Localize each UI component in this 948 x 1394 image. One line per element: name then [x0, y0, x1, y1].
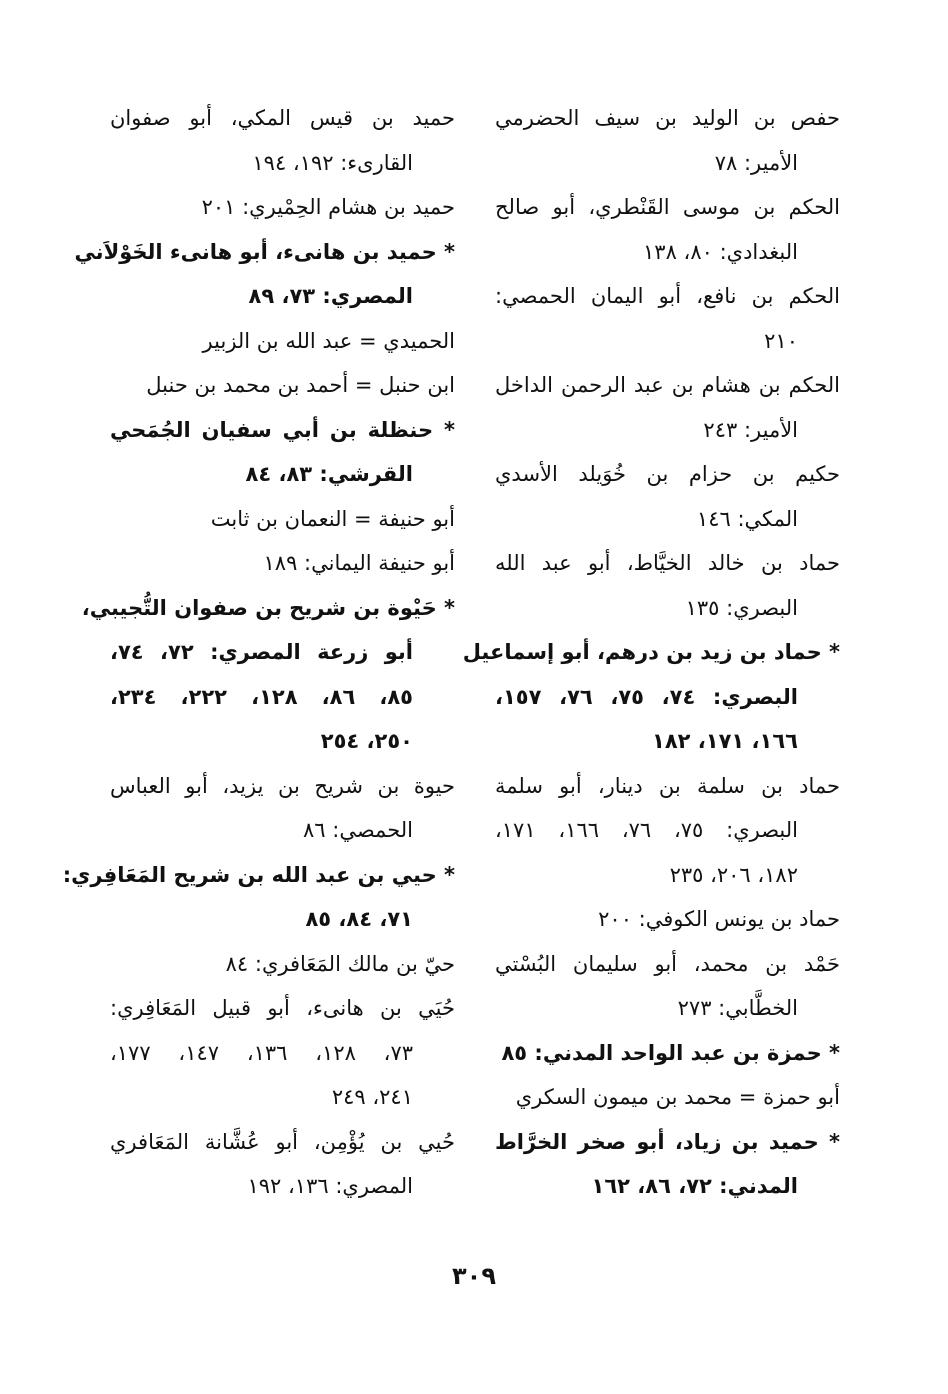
entry-name: * حمزة بن عبد الواحد المدني: ٨٥ — [501, 1040, 840, 1065]
index-entry — [495, 897, 840, 942]
entry-name: الحكم بن هشام بن عبد الرحمن الداخل — [495, 373, 840, 397]
index-entry — [110, 764, 455, 853]
entry-pages: الأمير: ٢٤٣ — [703, 417, 798, 442]
entry-name: الحكم بن موسى القَنْطري، أبو صالح — [495, 195, 840, 219]
left-column — [62, 96, 455, 1209]
entry-name: حيّ بن مالك المَعَافري: ٨٤ — [225, 951, 455, 976]
index-entry — [110, 497, 455, 542]
entry-name: حماد بن يونس الكوفي: ٢٠٠ — [598, 907, 840, 931]
entry-name: ابن حنبل = أحمد بن محمد بن حنبل — [146, 373, 455, 397]
entry-pages: البصري: ١٣٥ — [685, 595, 798, 620]
entry-pages: الخطَّابي: ٢٧٣ — [677, 996, 798, 1020]
entry-name: أبو حنيفة = النعمان بن ثابت — [210, 506, 455, 531]
index-entry — [110, 319, 455, 364]
entry-name: حيوة بن شريح بن يزيد، أبو العباس — [110, 773, 455, 798]
index-entry — [81, 586, 455, 764]
index-entry — [62, 853, 455, 942]
entry-pages: البصري: ٧٤، ٧٥، ٧٦، ١٥٧، — [495, 684, 798, 709]
index-entry — [495, 96, 840, 185]
entry-pages: أبو زرعة المصري: ٧٢، ٧٤، — [110, 640, 413, 664]
index-entry — [495, 1075, 840, 1120]
entry-pages: ٢٤١، ٢٤٩ — [331, 1085, 413, 1109]
entry-pages: ٧٣، ١٢٨، ١٣٦، ١٤٧، ١٧٧، — [110, 1040, 414, 1065]
entry-pages: ٢١٠ — [764, 328, 798, 353]
entry-pages: ٨٥، ٨٦، ١٢٨، ٢٢٢، ٢٣٤، — [110, 684, 413, 709]
page-number: ٣٠٩ — [452, 1262, 496, 1290]
entry-pages: ١٦٦، ١٧١، ١٨٢ — [652, 729, 798, 753]
entry-pages: ٧١، ٨٤، ٨٥ — [305, 907, 413, 931]
entry-pages: المصري: ١٣٦، ١٩٢ — [247, 1174, 413, 1198]
entry-pages: البصري: ٧٥، ٧٦، ١٦٦، ١٧١، — [495, 818, 799, 842]
index-entry — [495, 452, 840, 541]
index-entry — [110, 96, 455, 185]
entry-name: حفص بن الوليد بن سيف الحضرمي — [495, 106, 840, 130]
entry-name: * حماد بن زيد بن درهم، أبو إسماعيل — [462, 640, 840, 664]
entry-pages: الحمصي: ٨٦ — [303, 818, 413, 842]
entry-pages: المصري: ٧٣، ٨٩ — [248, 284, 413, 308]
entry-name: حُيَي بن هانىء، أبو قبيل المَعَافِري: — [110, 996, 455, 1020]
index-entry — [110, 541, 455, 586]
entry-name: الحميدي = عبد الله بن الزبير — [202, 328, 455, 353]
entry-name: * حميد بن زياد، أبو صخر الخرَّاط — [495, 1129, 840, 1154]
entry-pages: المدني: ٧٢، ٨٦، ١٦٢ — [591, 1174, 798, 1198]
entry-pages: المكي: ١٤٦ — [696, 506, 798, 531]
index-entry — [110, 986, 455, 1120]
entry-pages: القرشي: ٨٣، ٨٤ — [245, 462, 413, 486]
entry-name: أبو حنيفة اليماني: ١٨٩ — [263, 551, 455, 575]
index-entry — [74, 230, 455, 319]
index-entry — [495, 274, 840, 363]
index-entry — [462, 630, 840, 764]
entry-name: الحكم بن نافع، أبو اليمان الحمصي: — [495, 284, 840, 308]
index-entry — [110, 942, 455, 987]
index-entry — [495, 1120, 840, 1209]
entry-name: حماد بن سلمة بن دينار، أبو سلمة — [495, 773, 840, 798]
entry-name: حَمْد بن محمد، أبو سليمان البُسْتي — [495, 951, 840, 976]
entry-name: * حنظلة بن أبي سفيان الجُمَحي — [110, 417, 455, 442]
index-entry — [110, 363, 455, 408]
entry-pages: القارىء: ١٩٢، ١٩٤ — [252, 150, 413, 175]
entry-name: حُيي بن يُؤْمِن، أبو عُشَّانة المَعَافري — [110, 1129, 455, 1154]
entry-pages: البغدادي: ٨٠، ١٣٨ — [643, 239, 798, 264]
index-entry — [495, 764, 840, 898]
index-entry — [110, 408, 455, 497]
index-entry — [495, 1031, 840, 1076]
index-entry — [495, 942, 840, 1031]
entry-name: حميد بن قيس المكي، أبو صفوان — [110, 106, 455, 130]
index-entry — [495, 185, 840, 274]
index-entry — [110, 1120, 455, 1209]
entry-name: * حيي بن عبد الله بن شريح المَعَافِري: — [62, 862, 455, 887]
entry-pages: ٢٥٠، ٢٥٤ — [320, 729, 413, 753]
right-column — [462, 96, 840, 1209]
index-entry — [110, 185, 455, 230]
index-entry — [495, 541, 840, 630]
entry-name: حماد بن خالد الخيَّاط، أبو عبد الله — [495, 551, 840, 575]
entry-name: أبو حمزة = محمد بن ميمون السكري — [515, 1085, 840, 1109]
entry-name: * حميد بن هانىء، أبو هانىء الخَوْلاَني — [74, 239, 455, 264]
entry-name: حميد بن هشام الحِمْيري: ٢٠١ — [201, 195, 455, 219]
index-entry — [495, 363, 840, 452]
entry-pages: ١٨٢، ٢٠٦، ٢٣٥ — [669, 862, 798, 887]
entry-name: * حَيْوة بن شريح بن صفوان التُّجيبي، — [81, 595, 455, 620]
entry-name: حكيم بن حزام بن خُوَيلد الأسدي — [495, 462, 840, 486]
entry-pages: الأمير: ٧٨ — [714, 150, 798, 175]
